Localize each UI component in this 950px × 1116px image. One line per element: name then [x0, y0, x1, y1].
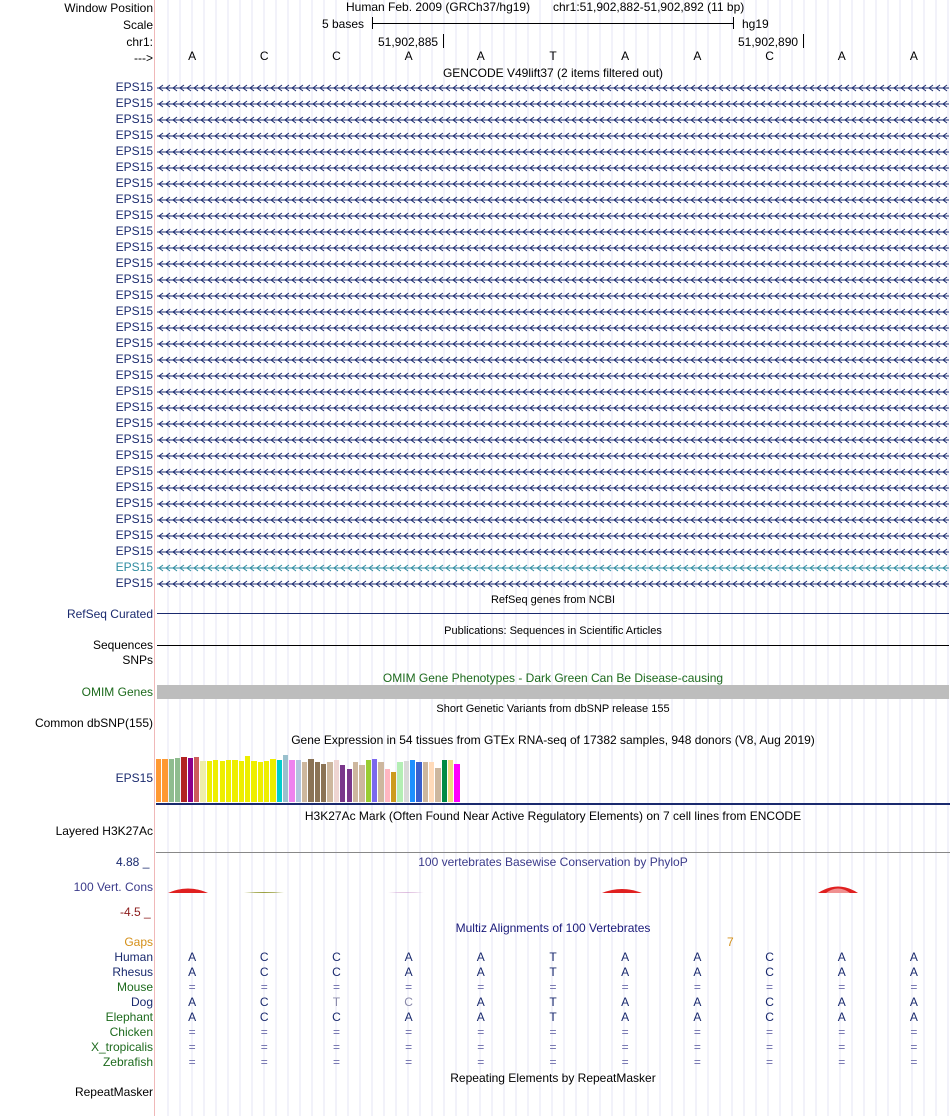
aligned-base: T	[549, 965, 557, 979]
phylop-max-label: 4.88 _	[116, 855, 150, 869]
gtex-tissue-bar[interactable]	[442, 760, 447, 802]
aligned-base: A	[476, 995, 485, 1009]
snps-track-label[interactable]: SNPs	[122, 653, 153, 667]
gencode-gene-label[interactable]: EPS15	[115, 288, 153, 302]
species-label[interactable]: Zebrafish	[102, 1055, 153, 1069]
aligned-base: A	[621, 995, 630, 1009]
publications-track-title: Publications: Sequences in Scientific Articles	[444, 625, 662, 637]
gencode-gene-label[interactable]: EPS15	[115, 96, 153, 110]
track-label-divider	[154, 0, 155, 1116]
alignment-row	[0, 1010, 950, 1024]
refseq-track-label[interactable]: RefSeq Curated	[66, 607, 153, 621]
gtex-tissue-bar[interactable]	[200, 761, 205, 802]
aligned-base: A	[693, 965, 702, 979]
gencode-gene-label[interactable]: EPS15	[115, 464, 153, 478]
aligned-base: =	[549, 980, 557, 994]
refseq-track-title: RefSeq genes from NCBI	[490, 594, 616, 606]
aligned-base: =	[260, 1040, 268, 1054]
gtex-tissue-bar[interactable]	[327, 762, 332, 802]
aligned-base: =	[260, 1055, 268, 1069]
aligned-base: =	[693, 980, 701, 994]
aligned-base: =	[621, 1025, 629, 1039]
gencode-gene-label[interactable]: EPS15	[115, 544, 153, 558]
alignment-row	[0, 965, 950, 979]
strand-label: --->	[134, 51, 153, 65]
alignment-row	[0, 1040, 950, 1054]
aligned-base: =	[693, 1055, 701, 1069]
aligned-base: A	[188, 965, 197, 979]
aligned-base: =	[621, 1040, 629, 1054]
species-label[interactable]: Dog	[130, 995, 153, 1009]
aligned-base: =	[838, 1040, 846, 1054]
gencode-transcript[interactable]	[157, 288, 949, 304]
gencode-gene-label[interactable]: EPS15	[115, 352, 153, 366]
aligned-base: A	[621, 965, 630, 979]
gencode-transcript[interactable]	[157, 512, 949, 528]
gtex-tissue-bar[interactable]	[321, 764, 326, 803]
gencode-gene-label[interactable]: EPS15	[115, 144, 153, 158]
gtex-tissue-bar[interactable]	[270, 759, 275, 802]
gencode-transcript[interactable]	[157, 368, 949, 384]
gencode-gene-label[interactable]: EPS15	[115, 272, 153, 286]
gtex-tissue-bar[interactable]	[308, 759, 313, 802]
aligned-base: =	[693, 1040, 701, 1054]
aligned-base: T	[549, 995, 557, 1009]
gtex-tissue-bar[interactable]	[416, 762, 421, 802]
chrom-label: chr1:	[126, 35, 153, 49]
gtex-tissue-bar[interactable]	[156, 759, 161, 802]
gencode-gene-label[interactable]: EPS15	[115, 160, 153, 174]
gencode-gene-label[interactable]: EPS15	[115, 80, 153, 94]
aligned-base: =	[477, 1040, 485, 1054]
gencode-transcript[interactable]	[157, 144, 949, 160]
base-letter: C	[259, 49, 269, 63]
species-label[interactable]: Chicken	[109, 1025, 153, 1039]
scale-db: hg19	[742, 17, 769, 31]
gtex-tissue-bar[interactable]	[226, 760, 231, 802]
position-tick-label: 51,902,890	[738, 35, 799, 49]
aligned-base: C	[332, 1010, 341, 1024]
aligned-base: =	[549, 1025, 557, 1039]
phylop-track-title: 100 vertebrates Basewise Conservation by PhyloP	[418, 855, 688, 869]
aligned-base: C	[259, 965, 269, 979]
gtex-tissue-bar[interactable]	[220, 761, 225, 802]
gencode-transcript[interactable]	[157, 208, 949, 224]
gtex-tissue-bar[interactable]	[251, 761, 256, 802]
gtex-tissue-bar[interactable]	[410, 760, 415, 802]
gtex-tissue-bar[interactable]	[245, 756, 250, 802]
gencode-gene-label[interactable]: EPS15	[115, 432, 153, 446]
gencode-transcript[interactable]	[157, 560, 949, 576]
aligned-base: =	[766, 1040, 774, 1054]
aligned-base: A	[476, 965, 485, 979]
gtex-track-label[interactable]: EPS15	[115, 771, 153, 785]
gencode-gene-label[interactable]: EPS15	[115, 416, 153, 430]
aligned-base: =	[766, 1025, 774, 1039]
gtex-tissue-bar[interactable]	[315, 762, 320, 802]
aligned-base: =	[910, 1040, 918, 1054]
aligned-base: =	[332, 1040, 340, 1054]
gencode-gene-label[interactable]: EPS15	[115, 240, 153, 254]
aligned-base: A	[909, 950, 918, 964]
gtex-tissue-bar[interactable]	[423, 762, 428, 802]
gencode-transcript[interactable]	[157, 432, 949, 448]
aligned-base: A	[404, 1010, 413, 1024]
gencode-transcript[interactable]	[157, 192, 949, 208]
h3k27ac-baseline	[156, 852, 950, 853]
gencode-gene-label[interactable]: EPS15	[115, 384, 153, 398]
assembly-title: Human Feb. 2009 (GRCh37/hg19)	[346, 0, 531, 14]
aligned-base: A	[693, 950, 702, 964]
species-label[interactable]: Mouse	[116, 980, 153, 994]
omim-track-title: OMIM Gene Phenotypes - Dark Green Can Be Disease-causing	[382, 671, 724, 685]
gencode-transcript[interactable]	[157, 576, 949, 592]
aligned-base: A	[837, 995, 846, 1009]
aligned-base: A	[837, 950, 846, 964]
gaps-label: Gaps	[124, 935, 153, 949]
window-position-label: Window Position	[64, 1, 153, 15]
gap-count: 7	[727, 935, 734, 949]
aligned-base: A	[909, 965, 918, 979]
base-letter: A	[621, 49, 630, 63]
gencode-gene-label[interactable]: EPS15	[115, 368, 153, 382]
alignment-row	[0, 1025, 950, 1039]
gencode-transcript[interactable]	[157, 336, 949, 352]
gtex-tissue-bar[interactable]	[302, 762, 307, 802]
aligned-base: A	[188, 950, 197, 964]
phylop-track-label[interactable]: 100 Vert. Cons	[73, 880, 153, 894]
gtex-tissue-bar[interactable]	[391, 772, 396, 802]
gencode-gene-label[interactable]: EPS15	[115, 224, 153, 238]
aligned-base: =	[477, 1025, 485, 1039]
aligned-base: =	[405, 1025, 413, 1039]
base-letter: A	[837, 49, 846, 63]
aligned-base: =	[260, 1025, 268, 1039]
gencode-transcript[interactable]	[157, 464, 949, 480]
gencode-transcript[interactable]	[157, 416, 949, 432]
gencode-transcript[interactable]	[157, 96, 949, 112]
gencode-transcript[interactable]	[157, 528, 949, 544]
repeatmasker-track-title: Repeating Elements by RepeatMasker	[450, 1071, 656, 1085]
aligned-base: =	[766, 1055, 774, 1069]
gtex-tissue-bar[interactable]	[404, 761, 409, 802]
gtex-tissue-bar[interactable]	[162, 759, 167, 802]
gencode-transcript[interactable]	[157, 304, 949, 320]
gencode-transcript[interactable]	[157, 80, 949, 96]
gencode-track-title: GENCODE V49lift37 (2 items filtered out)	[442, 66, 664, 80]
gtex-tissue-bar[interactable]	[207, 761, 212, 802]
aligned-base: A	[404, 950, 413, 964]
scale-label: Scale	[122, 18, 153, 32]
publications-track-label[interactable]: Sequences	[92, 638, 153, 652]
gencode-gene-label[interactable]: EPS15	[115, 176, 153, 190]
gtex-track-title: Gene Expression in 54 tissues from GTEx RNA-seq of 17382 samples, 948 donors (V8, Aug 2019)	[291, 733, 815, 747]
gtex-tissue-bar[interactable]	[258, 762, 263, 802]
publications-line[interactable]	[157, 645, 949, 646]
phylop-peak	[602, 889, 642, 893]
gtex-tissue-bar[interactable]	[385, 769, 390, 802]
gencode-transcript[interactable]	[157, 224, 949, 240]
gtex-tissue-bar[interactable]	[359, 765, 364, 802]
gencode-gene-label[interactable]: EPS15	[115, 496, 153, 510]
base-letter: C	[332, 49, 341, 63]
position-range[interactable]: chr1:51,902,882-51,902,892 (11 bp)	[553, 0, 745, 14]
gencode-gene-label[interactable]: EPS15	[115, 128, 153, 142]
gtex-tissue-bar[interactable]	[213, 760, 218, 802]
gencode-gene-label[interactable]: EPS15	[115, 480, 153, 494]
aligned-base: =	[477, 1055, 485, 1069]
aligned-base: =	[549, 1055, 557, 1069]
base-letter: A	[476, 49, 485, 63]
aligned-base: =	[838, 980, 846, 994]
phylop-peak	[168, 889, 208, 894]
gencode-transcript[interactable]	[157, 160, 949, 176]
aligned-base: =	[405, 980, 413, 994]
aligned-base: =	[188, 980, 196, 994]
alignment-row	[0, 950, 950, 964]
gtex-tissue-bar[interactable]	[232, 760, 237, 802]
gencode-transcript[interactable]	[157, 496, 949, 512]
aligned-base: =	[693, 1025, 701, 1039]
gencode-gene-label[interactable]: EPS15	[115, 192, 153, 206]
aligned-base: A	[693, 995, 702, 1009]
gencode-gene-label[interactable]: EPS15	[115, 304, 153, 318]
aligned-base: A	[909, 1010, 918, 1024]
gtex-tissue-bar[interactable]	[429, 762, 434, 802]
base-sequence-row	[0, 49, 950, 63]
gtex-tissue-bar[interactable]	[448, 760, 453, 802]
aligned-base: T	[549, 950, 557, 964]
position-tick-label: 51,902,885	[378, 35, 439, 49]
base-letter: A	[909, 49, 918, 63]
gencode-transcript[interactable]	[157, 544, 949, 560]
aligned-base: A	[621, 1010, 630, 1024]
aligned-base: =	[332, 980, 340, 994]
base-letter: A	[404, 49, 413, 63]
aligned-base: =	[838, 1055, 846, 1069]
omim-gene-bar[interactable]	[157, 685, 949, 699]
base-letter: C	[765, 49, 774, 63]
gtex-bar-chart[interactable]	[156, 747, 556, 802]
aligned-base: A	[621, 950, 630, 964]
aligned-base: A	[476, 950, 485, 964]
aligned-base: T	[332, 995, 341, 1009]
phylop-peak	[388, 893, 424, 894]
gencode-transcript[interactable]	[157, 448, 949, 464]
gencode-transcript[interactable]	[157, 128, 949, 144]
aligned-base: C	[332, 965, 341, 979]
gtex-tissue-bar[interactable]	[283, 755, 288, 802]
aligned-base: A	[837, 1010, 846, 1024]
aligned-base: C	[332, 950, 341, 964]
gtex-tissue-bar[interactable]	[372, 759, 377, 802]
gencode-transcript[interactable]	[157, 272, 949, 288]
aligned-base: A	[188, 1010, 197, 1024]
gencode-gene-label[interactable]: EPS15	[115, 256, 153, 270]
gtex-tissue-bar[interactable]	[289, 760, 294, 802]
species-label[interactable]: X_tropicalis	[90, 1040, 153, 1054]
aligned-base: =	[621, 980, 629, 994]
gtex-tissue-bar[interactable]	[169, 759, 174, 802]
gtex-tissue-bar[interactable]	[194, 757, 199, 802]
aligned-base: =	[838, 1025, 846, 1039]
gtex-tissue-bar[interactable]	[296, 760, 301, 802]
scale-bar-right-tick	[733, 17, 734, 29]
scale-text: 5 bases	[322, 17, 365, 31]
aligned-base: C	[404, 995, 413, 1009]
gtex-tissue-bar[interactable]	[366, 760, 371, 802]
gencode-transcript[interactable]	[157, 320, 949, 336]
alignment-row	[0, 1055, 950, 1069]
gencode-transcript[interactable]	[157, 352, 949, 368]
gtex-tissue-bar[interactable]	[454, 764, 459, 803]
aligned-base: A	[404, 965, 413, 979]
gencode-transcript[interactable]	[157, 176, 949, 192]
aligned-base: =	[332, 1055, 340, 1069]
aligned-base: =	[477, 980, 485, 994]
gencode-gene-label[interactable]: EPS15	[115, 112, 153, 126]
gencode-gene-label[interactable]: EPS15	[115, 576, 153, 590]
aligned-base: =	[910, 1055, 918, 1069]
aligned-base: =	[766, 980, 774, 994]
base-letter: A	[188, 49, 197, 63]
gencode-gene-label[interactable]: EPS15	[115, 528, 153, 542]
aligned-base: C	[259, 995, 269, 1009]
gtex-tissue-bar[interactable]	[378, 762, 383, 802]
multiz-track-title: Multiz Alignments of 100 Vertebrates	[455, 921, 651, 935]
gtex-tissue-bar[interactable]	[340, 765, 345, 802]
aligned-base: A	[909, 995, 918, 1009]
gtex-tissue-bar[interactable]	[353, 762, 358, 802]
gencode-gene-label[interactable]: EPS15	[115, 400, 153, 414]
gtex-tissue-bar[interactable]	[435, 768, 440, 802]
gencode-transcript[interactable]	[157, 256, 949, 272]
gtex-tissue-bar[interactable]	[347, 769, 352, 802]
base-letter: T	[549, 49, 557, 63]
aligned-base: A	[476, 1010, 485, 1024]
gencode-gene-label[interactable]: EPS15	[115, 320, 153, 334]
gencode-transcript[interactable]	[157, 480, 949, 496]
phylop-peak	[244, 892, 284, 893]
refseq-gene-line[interactable]	[157, 613, 949, 614]
aligned-base: =	[188, 1040, 196, 1054]
phylop-signal[interactable]	[156, 880, 950, 900]
aligned-base: C	[259, 1010, 269, 1024]
position-tick	[803, 34, 804, 48]
gencode-gene-label[interactable]: EPS15	[115, 448, 153, 462]
gtex-tissue-bar[interactable]	[175, 758, 180, 802]
base-letter: A	[693, 49, 702, 63]
gencode-transcript[interactable]	[157, 384, 949, 400]
gtex-tissue-bar[interactable]	[181, 757, 186, 802]
aligned-base: A	[693, 1010, 702, 1024]
species-label[interactable]: Elephant	[105, 1010, 153, 1024]
gencode-transcript[interactable]	[157, 400, 949, 416]
omim-track-label[interactable]: OMIM Genes	[81, 685, 153, 699]
aligned-base: =	[910, 980, 918, 994]
gencode-gene-label[interactable]: EPS15	[115, 208, 153, 222]
aligned-base: T	[549, 1010, 557, 1024]
h3k27ac-track-title: H3K27Ac Mark (Often Found Near Active Regulatory Elements) on 7 cell lines from ENCODE	[304, 809, 802, 823]
aligned-base: =	[188, 1025, 196, 1039]
aligned-base: =	[332, 1025, 340, 1039]
species-label[interactable]: Human	[114, 950, 153, 964]
aligned-base: =	[549, 1040, 557, 1054]
aligned-base: =	[621, 1055, 629, 1069]
species-label[interactable]: Rhesus	[112, 965, 153, 979]
repeatmasker-track-label[interactable]: RepeatMasker	[74, 1085, 153, 1099]
aligned-base: =	[405, 1055, 413, 1069]
aligned-base: A	[188, 995, 197, 1009]
gtex-tissue-bar[interactable]	[397, 762, 402, 802]
aligned-base: =	[260, 980, 268, 994]
gtex-tissue-bar[interactable]	[277, 760, 282, 802]
gencode-transcript[interactable]	[157, 112, 949, 128]
gencode-gene-label[interactable]: EPS15	[115, 560, 153, 574]
phylop-min-label: -4.5 _	[120, 905, 151, 919]
position-tick	[443, 34, 444, 48]
gencode-transcript[interactable]	[157, 240, 949, 256]
h3k27ac-track-label[interactable]: Layered H3K27Ac	[55, 824, 153, 838]
dbsnp-track-title: Short Genetic Variants from dbSNP release 155	[436, 703, 670, 715]
alignment-row	[0, 995, 950, 1009]
aligned-base: C	[765, 995, 774, 1009]
aligned-base: =	[910, 1025, 918, 1039]
gtex-tissue-bar[interactable]	[264, 761, 269, 802]
gencode-gene-label[interactable]: EPS15	[115, 512, 153, 526]
gtex-baseline	[156, 803, 950, 805]
aligned-base: C	[765, 950, 774, 964]
aligned-base: =	[405, 1040, 413, 1054]
aligned-base: =	[188, 1055, 196, 1069]
aligned-base: C	[259, 950, 269, 964]
scale-bar	[372, 23, 734, 24]
aligned-base: A	[837, 965, 846, 979]
gtex-tissue-bar[interactable]	[334, 760, 339, 802]
dbsnp-track-label[interactable]: Common dbSNP(155)	[34, 716, 153, 730]
alignment-row	[0, 980, 950, 994]
gencode-gene-label[interactable]: EPS15	[115, 336, 153, 350]
aligned-base: C	[765, 1010, 774, 1024]
aligned-base: C	[765, 965, 774, 979]
gtex-tissue-bar[interactable]	[239, 761, 244, 802]
gtex-tissue-bar[interactable]	[188, 758, 193, 802]
